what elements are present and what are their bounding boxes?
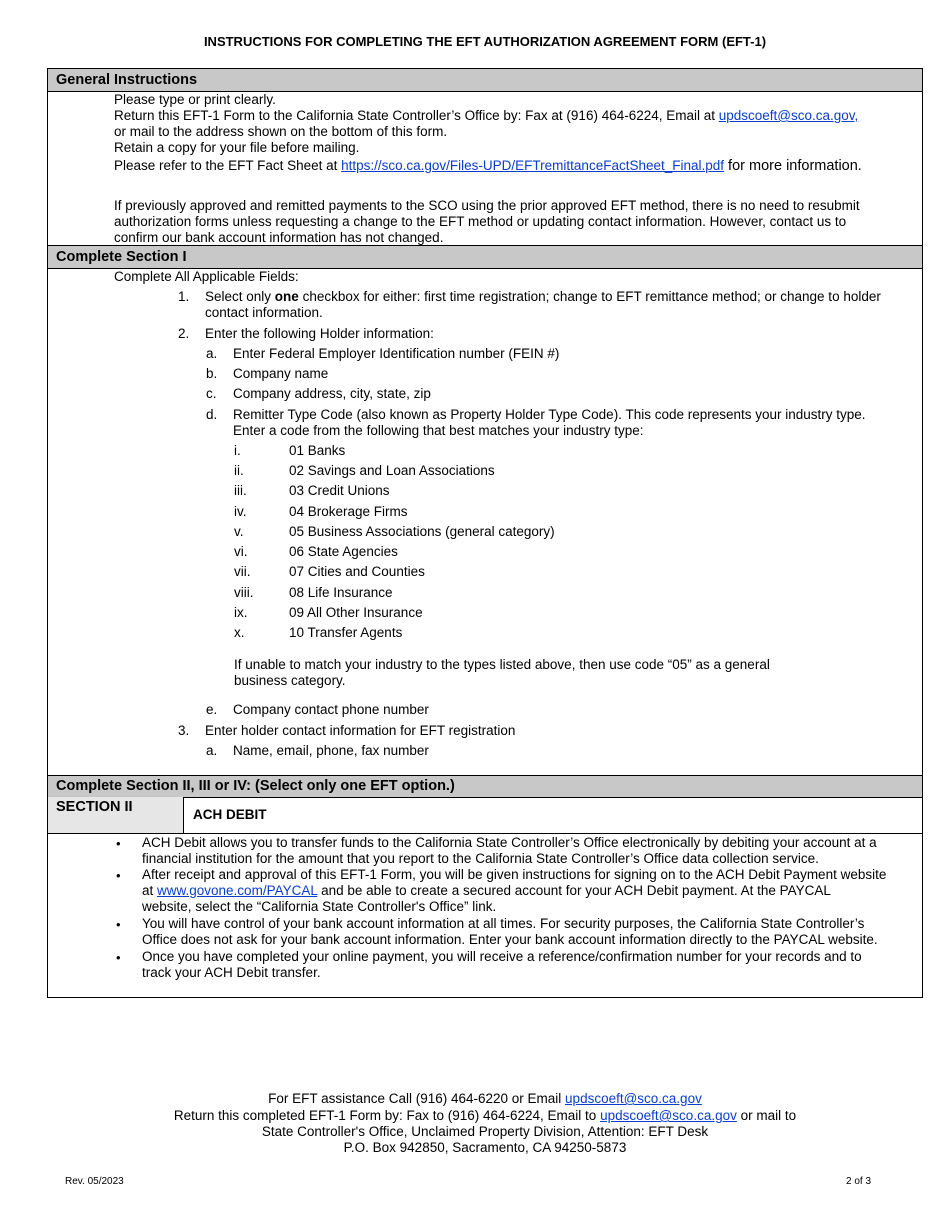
item-1-post: checkbox for either: first time registration; change to EFT remittance method; or change to holder bbox=[298, 289, 881, 304]
email-link[interactable]: updscoeft@sco.ca.gov, bbox=[718, 108, 859, 123]
bullet-icon: • bbox=[116, 836, 121, 851]
footer-line-1-text: For EFT assistance Call (916) 464-6220 or Email bbox=[268, 1091, 566, 1106]
item-3-number: 3. bbox=[178, 723, 190, 738]
instructions-frame bbox=[47, 68, 923, 998]
unable-match-line-1: If unable to match your industry to the types listed above, then use code “05” as a general bbox=[234, 657, 770, 672]
section-1-header: Complete Section I bbox=[48, 245, 922, 269]
sub-b-letter: b. bbox=[206, 366, 218, 381]
code-label: 03 Credit Unions bbox=[289, 483, 390, 498]
general-para-line-2: authorization forms unless requesting a change to the EFT method or updating contact information. However, contact us to bbox=[114, 214, 847, 229]
sub-d-text: Remitter Type Code (also known as Property Holder Type Code). This code represents your industry type. bbox=[233, 407, 866, 422]
bullet-4-line-2: track your ACH Debit transfer. bbox=[142, 965, 321, 980]
section-1-intro: Complete All Applicable Fields: bbox=[114, 269, 299, 284]
bullet-4-line-1: Once you have completed your online payment, you will receive a reference/confirmation number for your records and to bbox=[142, 949, 862, 964]
bullet-1-line-1: ACH Debit allows you to transfer funds to the California State Controller’s Office electronically by debiting your account at a bbox=[142, 835, 877, 850]
bullet-2-line-1: After receipt and approval of this EFT-1 Form, you will be given instructions for signing on to the ACH Debit Payment website bbox=[142, 867, 887, 882]
item-1-number: 1. bbox=[178, 289, 190, 304]
unable-match-line-2: business category. bbox=[234, 673, 346, 688]
code-roman: x. bbox=[234, 625, 245, 640]
code-roman: ix. bbox=[234, 605, 248, 620]
code-label: 02 Savings and Loan Associations bbox=[289, 463, 495, 478]
code-label: 01 Banks bbox=[289, 443, 346, 458]
footer-line-2-text: Return this completed EFT-1 Form by: Fax to (916) 464-6224, Email to bbox=[173, 1108, 601, 1123]
item-1-pre: Select only bbox=[205, 289, 275, 304]
sub-c-text: Company address, city, state, zip bbox=[233, 386, 431, 401]
bullet-2-post: and be able to create a secured account for your ACH Debit payment. At the PAYCAL bbox=[317, 883, 831, 898]
code-label: 09 All Other Insurance bbox=[289, 605, 423, 620]
general-instructions-header: General Instructions bbox=[48, 68, 922, 92]
bullet-2-pre: at bbox=[142, 883, 158, 898]
bullet-3-line-1: You will have control of your bank account information at all times. For security purposes, the California State Controller’s bbox=[142, 916, 865, 931]
general-line-3: or mail to the address shown on the bottom of this form. bbox=[114, 124, 448, 139]
section-2-label: SECTION II bbox=[48, 797, 184, 833]
general-line-5-text: Please refer to the EFT Fact Sheet at bbox=[114, 158, 342, 173]
paycal-link[interactable]: www.govone.com/PAYCAL bbox=[157, 883, 318, 898]
code-roman: vi. bbox=[234, 544, 248, 559]
general-para-line-3: confirm our bank account information has not changed. bbox=[114, 230, 444, 245]
general-line-2-text: Return this EFT-1 Form to the California State Controller’s Office by: Fax at (916) 464-6224, Email at bbox=[114, 108, 719, 123]
general-line-5 bbox=[114, 158, 862, 174]
section-2-row bbox=[48, 797, 922, 834]
code-roman: iv. bbox=[234, 504, 247, 519]
code-label: 07 Cities and Counties bbox=[289, 564, 425, 579]
bullet-2-line-2 bbox=[142, 883, 831, 899]
bullet-3-line-2: Office does not ask for your bank account information. Enter your bank account information directly to the PAYCAL website. bbox=[142, 932, 878, 947]
code-roman: ii. bbox=[234, 463, 244, 478]
sub-d-letter: d. bbox=[206, 407, 218, 422]
item-2-text: Enter the following Holder information: bbox=[205, 326, 434, 341]
general-line-2 bbox=[114, 108, 858, 124]
footer-email-link-2[interactable]: updscoeft@sco.ca.gov bbox=[600, 1108, 737, 1123]
general-para-line-1: If previously approved and remitted payments to the SCO using the prior approved EFT method, there is no need to resubmit bbox=[114, 198, 860, 213]
code-roman: vii. bbox=[234, 564, 251, 579]
bullet-1-line-2: financial institution for the amount that you report to the California State Controller’s Office data collection service. bbox=[142, 851, 819, 866]
section-2-3-4-header: Complete Section II, III or IV: (Select only one EFT option.) bbox=[48, 775, 922, 798]
general-line-5-post: for more information. bbox=[724, 158, 862, 174]
sub-b-text: Company name bbox=[233, 366, 329, 381]
bullet-2-line-3: website, select the “California State Controller's Office” link. bbox=[142, 899, 497, 914]
fact-sheet-link[interactable]: https://sco.ca.gov/Files-UPD/EFTremittanceFactSheet_Final.pdf bbox=[341, 158, 725, 173]
bullet-icon: • bbox=[116, 868, 121, 883]
bullet-icon: • bbox=[116, 950, 121, 965]
page-title: INSTRUCTIONS FOR COMPLETING THE EFT AUTHORIZATION AGREEMENT FORM (EFT-1) bbox=[203, 34, 767, 49]
item-1-text bbox=[205, 289, 881, 305]
footer-line-1 bbox=[0, 1091, 950, 1108]
item-3a-letter: a. bbox=[206, 743, 218, 758]
item-1-bold: one bbox=[274, 289, 299, 304]
sub-a-letter: a. bbox=[206, 346, 218, 361]
code-roman: v. bbox=[234, 524, 244, 539]
footer-email-link[interactable]: updscoeft@sco.ca.gov bbox=[565, 1091, 702, 1106]
sub-e-letter: e. bbox=[206, 702, 218, 717]
code-label: 10 Transfer Agents bbox=[289, 625, 403, 640]
code-label: 08 Life Insurance bbox=[289, 585, 393, 600]
code-label: 06 State Agencies bbox=[289, 544, 398, 559]
section-2-title: ACH DEBIT bbox=[193, 807, 267, 822]
code-roman: iii. bbox=[234, 483, 247, 498]
item-3-text: Enter holder contact information for EFT registration bbox=[205, 723, 516, 738]
item-1-line-2: contact information. bbox=[205, 305, 323, 320]
code-label: 05 Business Associations (general category) bbox=[289, 524, 555, 539]
general-line-1: Please type or print clearly. bbox=[114, 92, 276, 107]
page-number: 2 of 3 bbox=[846, 1176, 872, 1187]
sub-e-text: Company contact phone number bbox=[233, 702, 429, 717]
item-2-number: 2. bbox=[178, 326, 190, 341]
code-label: 04 Brokerage Firms bbox=[289, 504, 408, 519]
sub-d-line-2: Enter a code from the following that best matches your industry type: bbox=[233, 423, 644, 438]
bullet-icon: • bbox=[116, 917, 121, 932]
footer-line-2-post: or mail to bbox=[736, 1108, 797, 1123]
code-roman: viii. bbox=[234, 585, 254, 600]
footer-line-4: P.O. Box 942850, Sacramento, CA 94250-5873 bbox=[343, 1140, 627, 1155]
item-3a-text: Name, email, phone, fax number bbox=[233, 743, 429, 758]
footer-line-3: State Controller's Office, Unclaimed Property Division, Attention: EFT Desk bbox=[261, 1124, 709, 1139]
revision-date: Rev. 05/2023 bbox=[65, 1176, 124, 1187]
code-roman: i. bbox=[234, 443, 241, 458]
sub-c-letter: c. bbox=[206, 386, 217, 401]
sub-a-text: Enter Federal Employer Identification number (FEIN #) bbox=[233, 346, 560, 361]
general-line-4: Retain a copy for your file before mailing. bbox=[114, 140, 360, 155]
footer-line-2 bbox=[0, 1108, 950, 1125]
